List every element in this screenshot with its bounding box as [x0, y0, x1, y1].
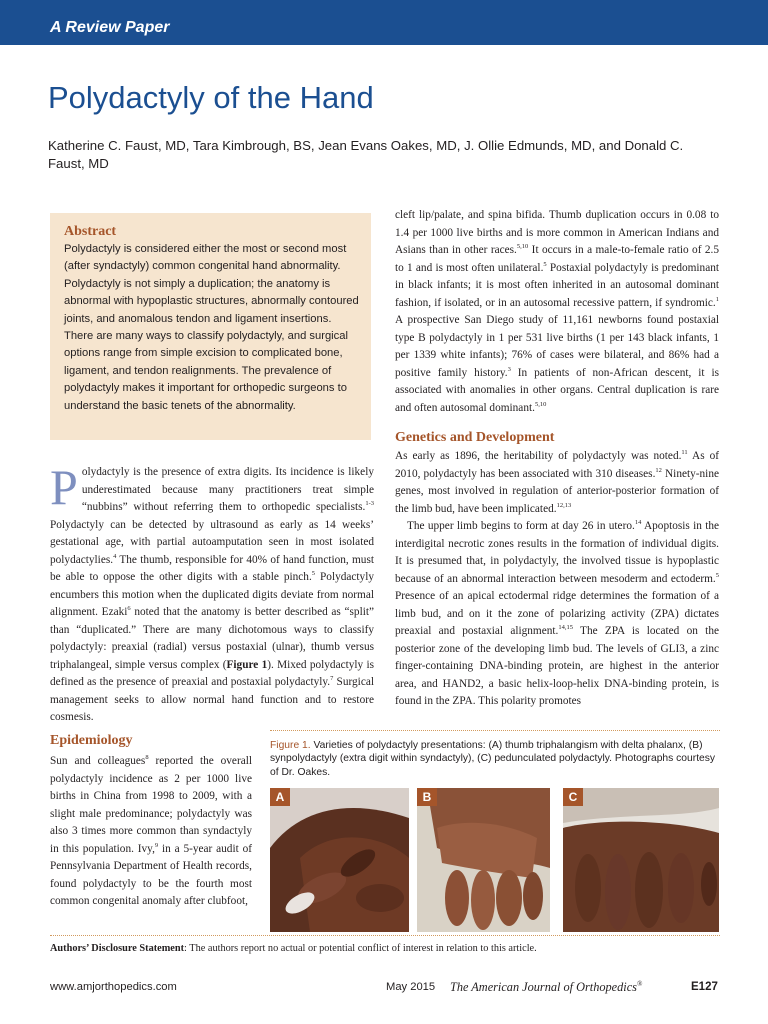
footer-journal-name: The American Journal of Orthopedics® [450, 980, 643, 995]
panel-label-a: A [270, 788, 290, 806]
figure-label: Figure 1. [270, 740, 311, 751]
disclosure-text: : The authors report no actual or potential conflict of interest in relation to this article. [184, 943, 537, 954]
figure-photo-a [270, 788, 409, 932]
hand-photo-c-image [563, 788, 719, 932]
abstract-heading: Abstract [64, 224, 117, 239]
genetics-paragraph-1: As early as 1896, the heritability of polydactyly was noted.$^{11}$ As of 2010, polydactyly has been associated with 310 diseases.$^{12}$ Ninety-nine genes, most involved in regulation of anterior-posterior formation of the limb bud, have been implicated.$^{12,13}$ [395, 449, 719, 515]
banner-label: A Review Paper [50, 19, 170, 36]
header-banner [0, 0, 768, 45]
figure-top-divider [270, 730, 720, 731]
intro-paragraph: olydactyly is the presence of extra digits. Its incidence is likely underestimated because many practitioners treat simple “nubbins” without referring them to orthopedic specialists.$^{1-3}$ Polydactyly can be detected by ultrasound as early as 14 weeks’ gestational age, with partial autoamputation seen in most isolated polydactylies.$^4$ The thumb, responsible for 40% of hand function, must be able to oppose the other digits with a stable pinch.$^5$ Polydactyly encumbers this motion when the duplicated digits deviate from normal alignment. Ezaki$^6$ noted that the anatomy is better described as “split” than “duplicated.” There are many dichotomous ways to classify polydactyly: preaxial (radial) versus postaxial (ulnar), thumb versus triphalangeal, simple versus complex (Figure 1). Mixed polydactyly is defined as the presence of preaxial and postaxial polydactyly.$^7$ Surgical management seeks to allow normal hand function and to restore cosmesis. [50, 466, 374, 723]
panel-label-b: B [417, 788, 437, 806]
hand-photo-a-image [270, 788, 409, 932]
footer-page-number: E127 [691, 981, 718, 993]
hand-photo-b-image [417, 788, 550, 932]
article-title: Polydactyly of the Hand [48, 80, 374, 115]
continued-paragraph: cleft lip/palate, and spina bifida. Thumb duplication occurs in 0.08 to 1.4 per 1000 live births and is more common in American Indians and Asians than in other races.$^{5,10}$ It occurs in a male-to-female ratio of 2.5 to 1 and is most often unilateral.$^5$ Postaxial polydactyly is predominant in black infants; it is most often inherited in an autosomal dominant fashion, if isolated, or in an autosomal recessive pattern, if syndromic.$^1$ A prospective San Diego study of 11,161 newborns found postaxial type B polydactyly in 1 per 531 live births (1 per 143 black infants, 1 per 1339 white infants); 76% of cases were bilateral, and 86% had a positive family history.$^3$ In patients of non-African descent, it is associated with anomalies in other organs. Central duplication is rare and often autosomal dominant.$^{5,10}$ [395, 209, 720, 414]
disclosure-label: Authors’ Disclosure Statement [50, 943, 185, 954]
figure-photo-c [563, 788, 719, 932]
footer-url-link[interactable]: www.amjorthopedics.com [50, 981, 177, 993]
figure-caption-text: Varieties of polydactyly presentations: (A) thumb triphalangism with delta phalanx, (B) synpolydactyly (extra digit within syndactyly), (C) pedunculated polydactyly. Photographs courtesy of Dr. Oakes. [270, 740, 716, 778]
right-column-continued [395, 207, 719, 417]
footer-date: May 2015 [386, 981, 436, 993]
genetics-paragraph-2: The upper limb begins to form at day 26 in utero.$^{14}$ Apoptosis in the interdigital necrotic zones results in the formation of individual digits. It is presumed that, in polydactyly, the involved tissue is hypoplastic because of an abnormal interaction between mesoderm and ectoderm.$^5$ Presence of an apical ectodermal ridge determines the formation of a limb bud, and on it the zone of polarizing activity (ZPA) dictates preaxial and postaxial alignment.$^{14,15}$ The ZPA is located on the posterior zone of the developing limb bud. The levels of GLI3, a zinc finger-containing DNA-binding protein, are highest in the anterior area, and HAND2, a basic helix-loop-helix DNA-binding protein, is found in the ZPA. This polarity promotes [395, 519, 719, 707]
figure-photo-b [417, 788, 550, 932]
figure-caption [270, 739, 722, 779]
abstract-text: Polydactyly is considered either the most or second most (after syndactyly) common congenital hand abnormality. Polydactyly is not simply a duplication; the anatomy is abnormal with hypoplastic structures, abnormally contoured joints, and anomalous tendon and ligament insertions. There are many ways to classify polydactyly, and surgical options range from simple excision to complicated bone, ligament, and tendon realignments. The prevalence of polydactyly makes it important for orthopedic surgeons to understand the basic tenets of the abnormality. [64, 243, 359, 412]
epidemiology-heading: Epidemiology [50, 733, 133, 748]
abstract-box [50, 213, 371, 440]
disclosure-divider [50, 935, 720, 936]
genetics-section [395, 448, 719, 711]
genetics-heading: Genetics and Development [395, 430, 555, 445]
disclosure-statement [50, 942, 720, 956]
author-list: Katherine C. Faust, MD, Tara Kimbrough, BS, Jean Evans Oakes, MD, J. Ollie Edmunds, MD, and Donald C. Faust, MD [48, 138, 684, 171]
intro-section [50, 459, 374, 727]
epidemiology-section [50, 753, 252, 911]
panel-label-c: C [563, 788, 583, 806]
epidemiology-paragraph: Sun and colleagues$^8$ reported the overall polydactyly incidence as 2 per 1000 live births in China from 1998 to 2009, with a slight male predominance; polydactyly was also 3 times more common than syndactyly in this population. Ivy,$^9$ in a 5-year audit of Pennsylvania Department of Health records, found polydactyly to be the fourth most common congenital anomaly after clubfoot, [50, 754, 253, 907]
drop-cap: P [50, 459, 78, 515]
